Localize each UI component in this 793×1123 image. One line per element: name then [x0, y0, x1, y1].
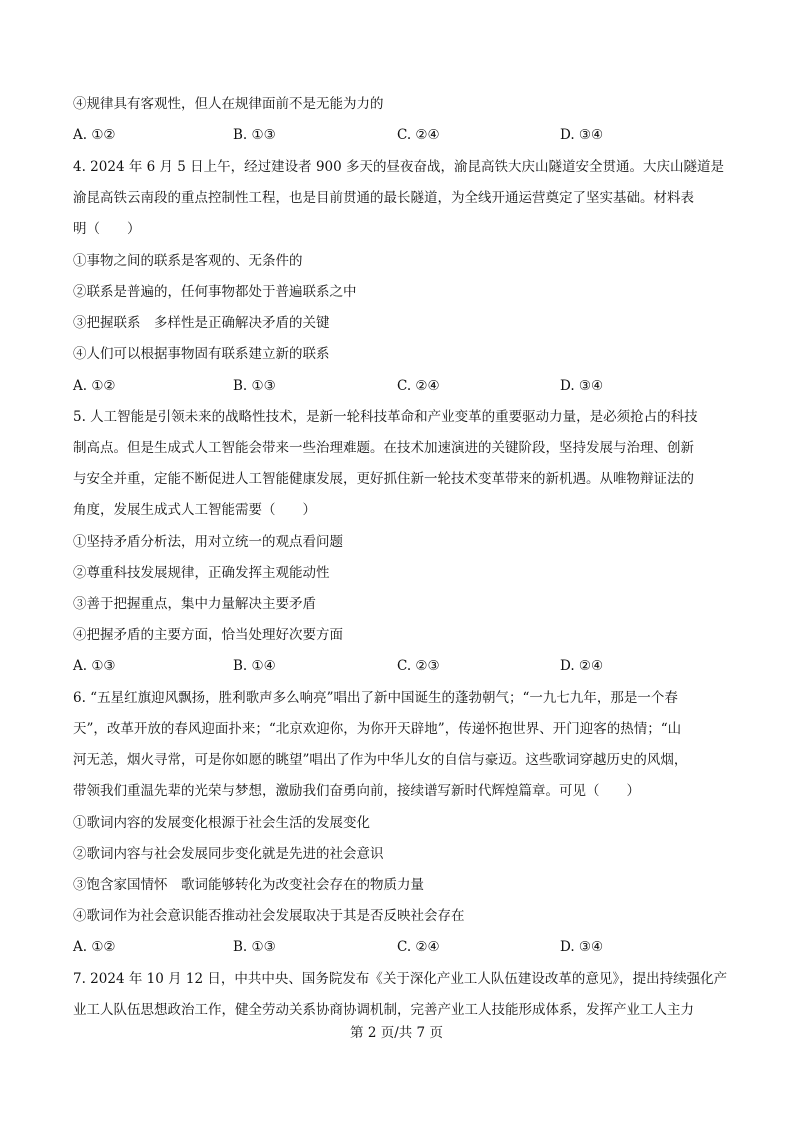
option-c: C. ②④ — [397, 127, 440, 143]
option-d: D. ③④ — [560, 939, 604, 955]
page-footer: 第 2 页/共 7 页 — [350, 1025, 443, 1041]
option-c: C. ②④ — [397, 939, 440, 955]
statement-item: ④人们可以根据事物固有联系建立新的联系 — [73, 346, 330, 362]
option-d: D. ③④ — [560, 378, 604, 394]
question-text-line: 明（ ） — [73, 221, 141, 237]
statement-item: ②联系是普遍的，任何事物都处于普遍联系之中 — [73, 284, 357, 300]
statement-item: ④把握矛盾的主要方面，恰当处理好次要方面 — [73, 627, 343, 643]
answer-options — [73, 125, 733, 145]
option-b: B. ①③ — [233, 939, 276, 955]
question-text-line: 天”，改革开放的春风迎面扑来；“北京欢迎你，为你开天辟地”，传递怀抱世界、开门迎客的热情；“山 — [73, 721, 682, 737]
answer-options — [73, 656, 733, 676]
statement-item: ②尊重科技发展规律，正确发挥主观能动性 — [73, 565, 330, 581]
question-text-line: 7. 2024 年 10 月 12 日，中共中央、国务院发布《关于深化产业工人队伍建设改革的意见》，提出持续强化产 — [73, 971, 728, 987]
question-text-line: 业工人队伍思想政治工作，健全劳动关系协商协调机制，完善产业工人技能形成体系，发挥产业工人主力 — [73, 1002, 694, 1018]
question-text-line: 6. “五星红旗迎风飘扬，胜利歌声多么响亮”唱出了新中国诞生的蓬勃朝气；“一九七九年，那是一个春 — [73, 690, 678, 706]
statement-item: ②歌词内容与社会发展同步变化就是先进的社会意识 — [73, 846, 384, 862]
statement-item: ①歌词内容的发展变化根源于社会生活的发展变化 — [73, 815, 370, 831]
statement-item: ④歌词作为社会意识能否推动社会发展取决于其是否反映社会存在 — [73, 908, 465, 924]
question-text-line: 4. 2024 年 6 月 5 日上午，经过建设者 900 多天的昼夜奋战，渝昆高铁大庆山隧道安全贯通。大庆山隧道是 — [73, 159, 725, 175]
question-text-line: 角度，发展生成式人工智能需要（ ） — [73, 502, 316, 518]
option-b: B. ①④ — [233, 658, 276, 674]
question-text-line: 与安全并重，定能不断促进人工智能健康发展，更好抓住新一轮技术变革带来的新机遇。从唯物辩证法的 — [73, 471, 694, 487]
option-d: D. ③④ — [560, 127, 604, 143]
option-d: D. ②④ — [560, 658, 604, 674]
option-a: A. ①③ — [73, 658, 116, 674]
statement-item: ③善于把握重点，集中力量解决主要矛盾 — [73, 596, 316, 612]
question-text-line: 渝昆高铁云南段的重点控制性工程，也是目前贯通的最长隧道，为全线开通运营奠定了坚实基础。材料表 — [73, 190, 694, 206]
option-a: A. ①② — [73, 378, 116, 394]
answer-options — [73, 937, 733, 957]
option-a: A. ①② — [73, 127, 116, 143]
statement-item: ①事物之间的联系是客观的、无条件的 — [73, 253, 303, 269]
question-text-line: 带领我们重温先辈的光荣与梦想，激励我们奋勇向前，接续谱写新时代辉煌篇章。可见（ ） — [73, 783, 640, 799]
option-a: A. ①② — [73, 939, 116, 955]
question-text-line: 制高点。但是生成式人工智能会带来一些治理难题。在技术加速演进的关键阶段，坚持发展与治理、创新 — [73, 440, 694, 456]
question-text-line: 河无恙，烟火寻常，可是你如愿的眺望”唱出了作为中华儿女的自信与豪迈。这些歌词穿越历史的风烟， — [73, 752, 688, 768]
option-c: C. ②③ — [397, 658, 440, 674]
statement-item: ③把握联系 多样性是正确解决矛盾的关键 — [73, 315, 330, 331]
option-b: B. ①③ — [233, 378, 276, 394]
statement-item: ③饱含家国情怀 歌词能够转化为改变社会存在的物质力量 — [73, 877, 424, 893]
option-b: B. ①③ — [233, 127, 276, 143]
statement-item: ④规律具有客观性，但人在规律面前不是无能为力的 — [73, 96, 384, 112]
question-text-line: 5. 人工智能是引领未来的战略性技术，是新一轮科技革命和产业变革的重要驱动力量，是必须抢占的科技 — [73, 409, 698, 425]
statement-item: ①坚持矛盾分析法，用对立统一的观点看问题 — [73, 534, 343, 550]
answer-options — [73, 376, 733, 396]
option-c: C. ②④ — [397, 378, 440, 394]
